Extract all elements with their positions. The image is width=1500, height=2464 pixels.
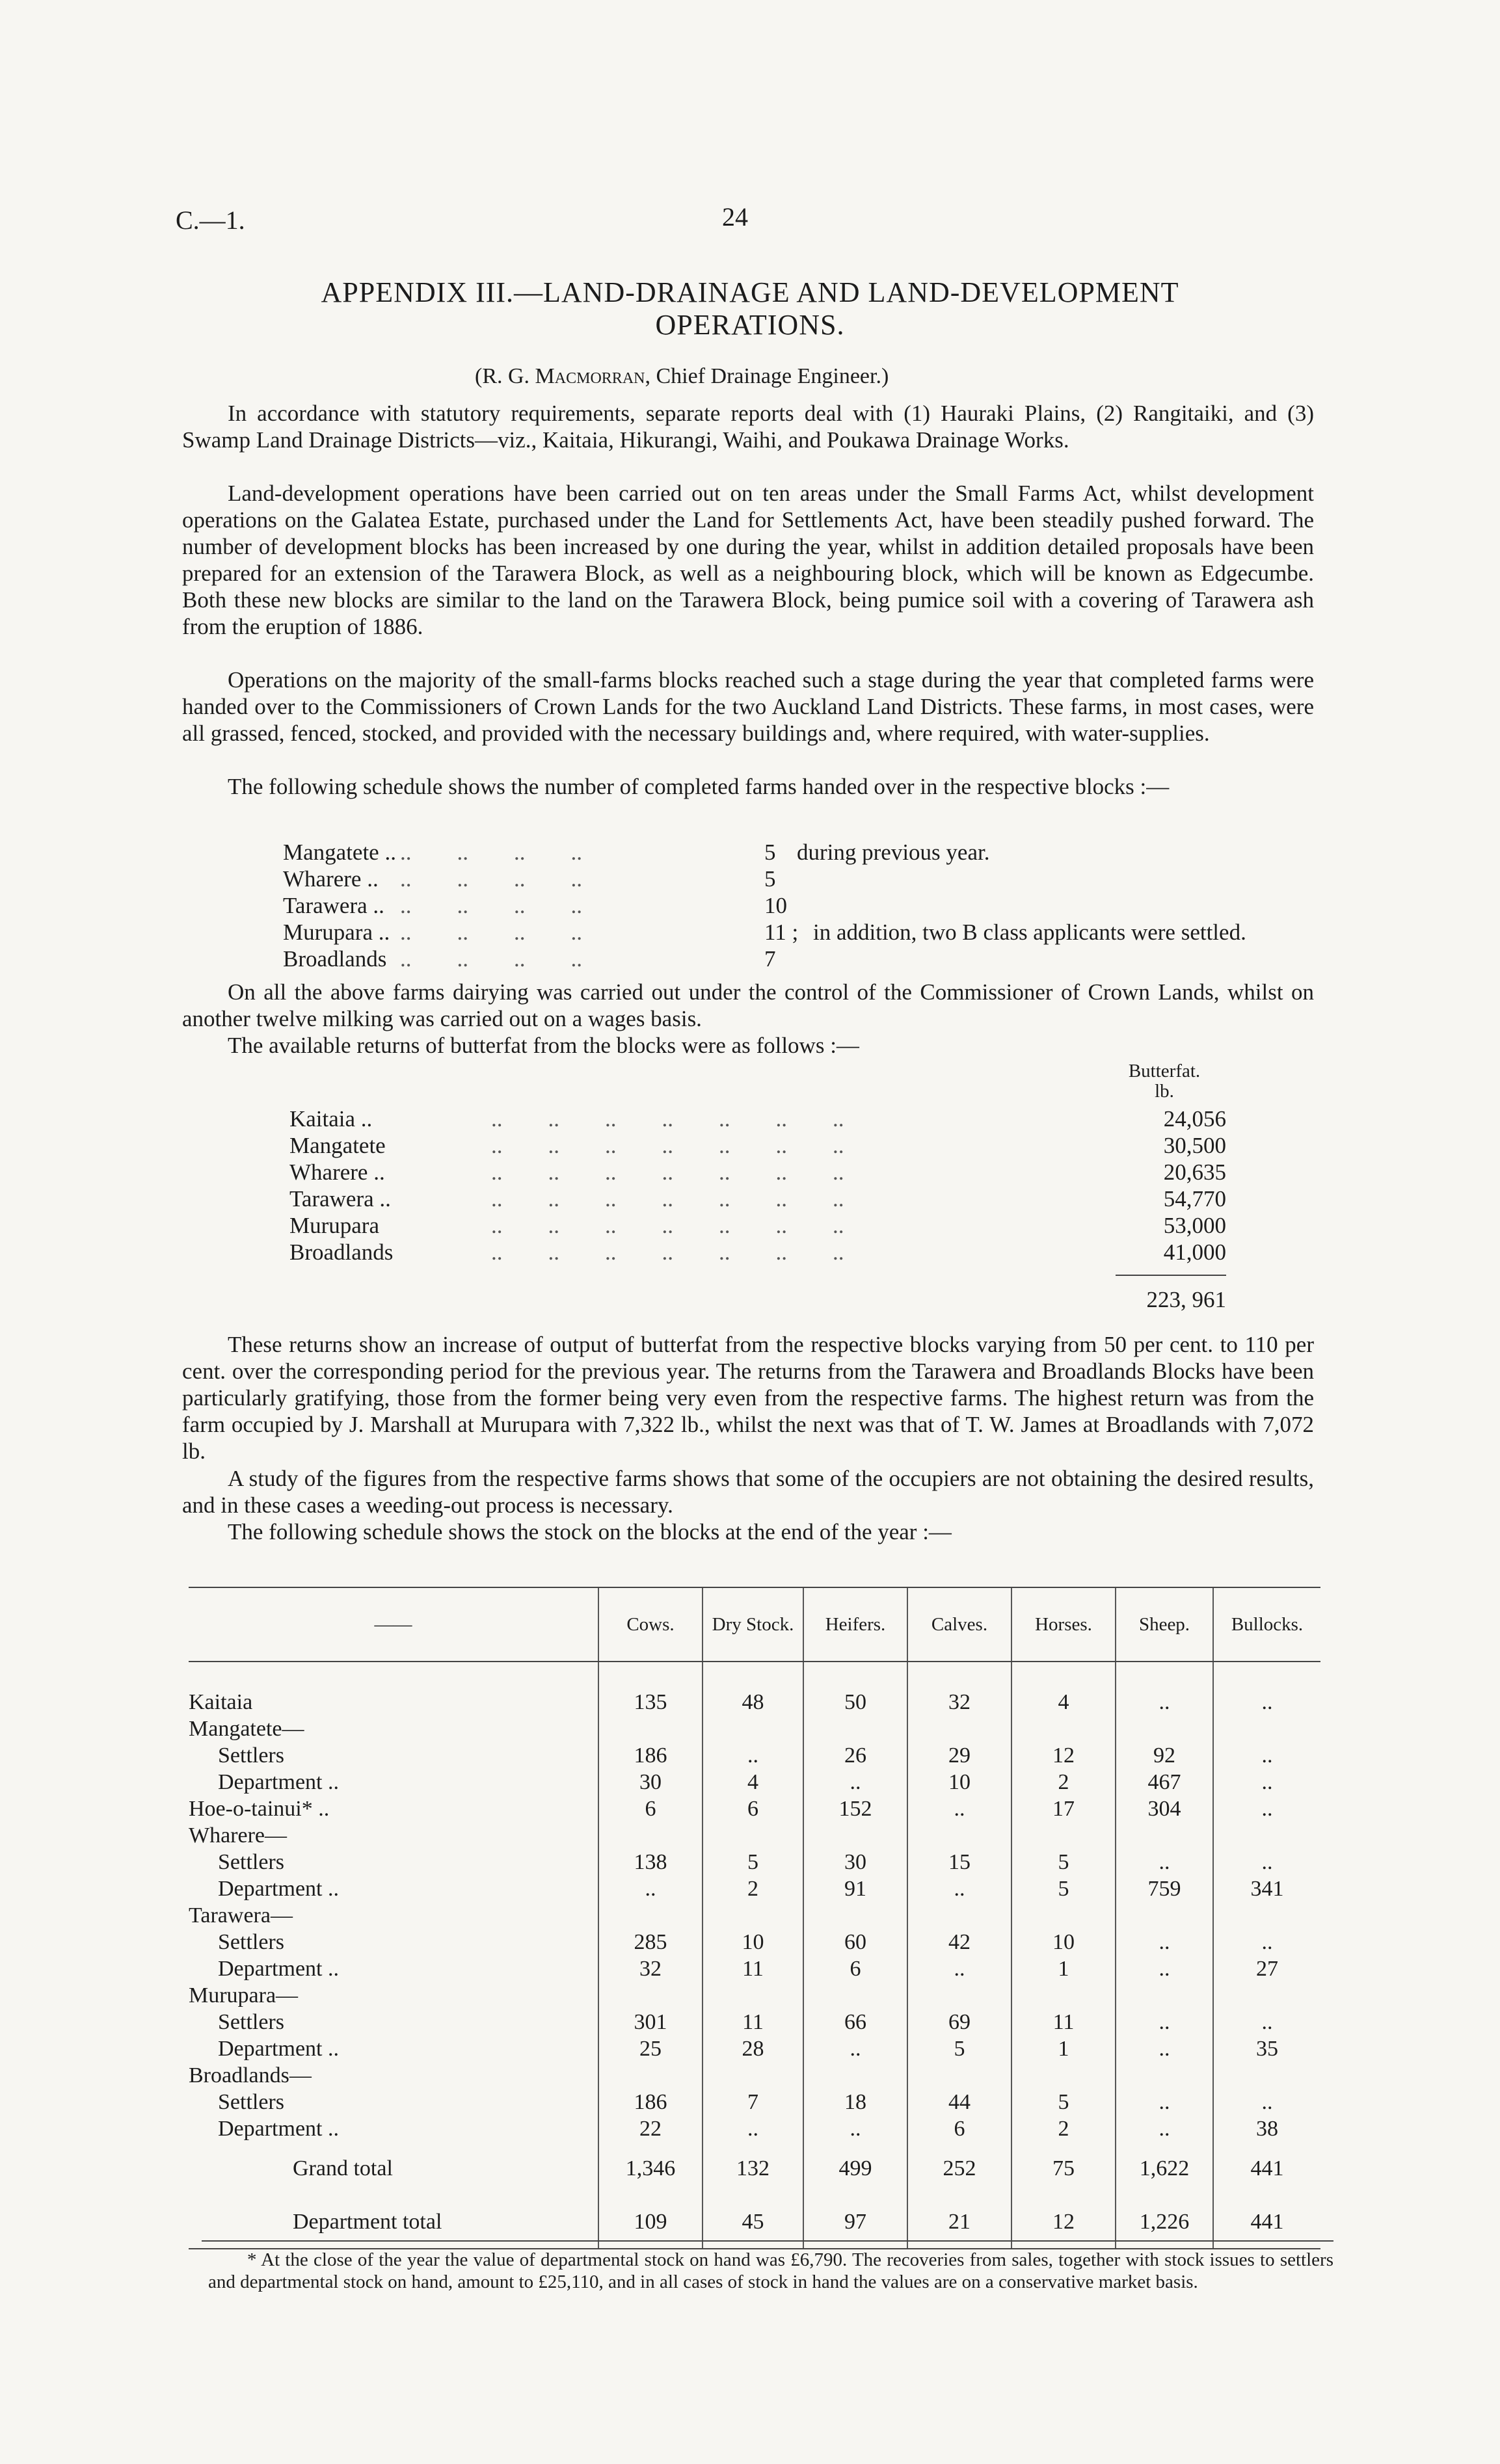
table-row: [189, 1689, 1320, 1716]
table-cell: ..: [1213, 1769, 1320, 1795]
row-label: Murupara—: [189, 1983, 299, 2007]
butterfat-value: 54,770: [1163, 1186, 1226, 1212]
table-cell: 92: [1116, 1742, 1213, 1769]
table-cell: [1213, 1716, 1320, 1742]
total-cell: 441: [1213, 2142, 1320, 2195]
table-cell: 18: [803, 2089, 907, 2115]
table-cell: ..: [703, 2115, 803, 2142]
table-row: [189, 1955, 1320, 1982]
table-cell: ..: [803, 1769, 907, 1795]
table-cell: ..: [803, 2115, 907, 2142]
table-cell: 5: [1011, 1849, 1116, 1875]
table-row: [189, 2035, 1320, 2062]
table-cell: [1213, 1982, 1320, 2009]
row-label: Department ..: [218, 1876, 339, 1901]
table-cell: 11: [703, 2009, 803, 2035]
table-cell: [1011, 1902, 1116, 1929]
table-cell: [598, 2062, 703, 2089]
byline-name: (R. G. Macmorran,: [475, 364, 650, 388]
table-cell: 5: [703, 1849, 803, 1875]
table-cell: 22: [598, 2115, 703, 2142]
list-item: Kaitaia .. .. .. .. .. .. .. .. 24,056: [289, 1106, 1226, 1132]
table-cell: 25: [598, 2035, 703, 2062]
table-cell: [703, 1902, 803, 1929]
butterfat-value: 20,635: [1163, 1159, 1226, 1185]
table-cell: [1213, 2062, 1320, 2089]
butterfat-value: 41,000: [1163, 1239, 1226, 1265]
table-cell: 50: [803, 1689, 907, 1716]
table-cell: ..: [1213, 1795, 1320, 1822]
paragraph-8: A study of the figures from the respective farms shows that some of the occupiers are not obtaining the desired results, and in these cases a weeding-out process is necessary.: [182, 1466, 1314, 1518]
table-cell: ..: [1213, 2009, 1320, 2035]
table-cell: 12: [1011, 1742, 1116, 1769]
table-cell: 5: [1011, 2089, 1116, 2115]
paragraph-7: These returns show an increase of output of butterfat from the respective blocks varying from 50 per cent. to 110 per cent. over the corresponding period for the previous year. The returns from the Tarawera and Broadlands Blocks have been particularly gratifying, those from the former being very even from the respective farms. The highest return was from the farm occupied by J. Marshall at Murupara with 7,322 lb., whilst the next was that of T. W. James at Broadlands with 7,072 lb.: [182, 1332, 1314, 1464]
farm-count: 5: [764, 840, 776, 865]
list-item: Broadlands .. .. .. .. 7: [283, 946, 776, 972]
table-cell: 6: [703, 1795, 803, 1822]
table-cell: 285: [598, 1929, 703, 1955]
table-cell: 10: [1011, 1929, 1116, 1955]
row-label: Settlers: [218, 2089, 284, 2114]
butterfat-value: 24,056: [1163, 1106, 1226, 1132]
butterfat-total: 223, 961: [1146, 1287, 1226, 1312]
table-cell: 301: [598, 2009, 703, 2035]
table-cell: 60: [803, 1929, 907, 1955]
list-item: Wharere .. .. .. .. .. 5: [283, 866, 776, 892]
table-cell: [1116, 1902, 1213, 1929]
table-cell: 2: [1011, 2115, 1116, 2142]
table-cell: ..: [1213, 1849, 1320, 1875]
table-row: [189, 1902, 1320, 1929]
table-cell: 759: [1116, 1875, 1213, 1902]
list-item: Murupara .. .. .. .. .. 11 ; in addition, two B class applicants were settled.: [283, 920, 1246, 945]
table-cell: ..: [1213, 1689, 1320, 1716]
table-cell: 42: [907, 1929, 1011, 1955]
table-cell: [703, 1822, 803, 1849]
butterfat-block: Murupara: [289, 1213, 380, 1238]
table-cell: 66: [803, 2009, 907, 2035]
column-header-blank: ——: [189, 1587, 598, 1662]
table-cell: [803, 1822, 907, 1849]
total-cell: 12: [1011, 2195, 1116, 2249]
table-cell: 38: [1213, 2115, 1320, 2142]
farm-note: in addition, two B class applicants were settled.: [813, 920, 1246, 945]
table-cell: 135: [598, 1689, 703, 1716]
table-cell: 69: [907, 2009, 1011, 2035]
table-cell: ..: [1116, 1929, 1213, 1955]
byline: [475, 364, 889, 389]
table-cell: [803, 2062, 907, 2089]
table-cell: [907, 2062, 1011, 2089]
footnote: * At the close of the year the value of departmental stock on hand was £6,790. The recoveries from sales, together with stock issues to settlers and departmental stock on hand, amount to £25,110, and in all cases of stock in hand the values are on a conservative market basis.: [208, 2249, 1333, 2292]
table-cell: 6: [803, 1955, 907, 1982]
table-row: [189, 2089, 1320, 2115]
column-header-dry-stock: Dry Stock.: [703, 1587, 803, 1662]
table-cell: 6: [907, 2115, 1011, 2142]
row-label: Department ..: [218, 1769, 339, 1794]
table-cell: [803, 1902, 907, 1929]
butterfat-list: [289, 1106, 1226, 1265]
paragraph-5: On all the above farms dairying was carried out under the control of the Commissioner of Crown Lands, whilst on another twelve milking was carried out on a wages basis.: [182, 979, 1314, 1031]
butterfat-header-label: Butterfat.: [1128, 1061, 1201, 1081]
appendix-title: [0, 276, 1500, 341]
table-cell: [803, 1982, 907, 2009]
table-cell: ..: [1213, 2089, 1320, 2115]
paragraph-6: The available returns of butterfat from the blocks were as follows :—: [228, 1033, 859, 1058]
footnote-rule: [202, 2240, 1333, 2242]
table-cell: 32: [907, 1689, 1011, 1716]
table-cell: [703, 1982, 803, 2009]
column-header-cows: Cows.: [598, 1587, 703, 1662]
list-item: Wharere .. .. .. .. .. .. .. .. 20,635: [289, 1159, 1226, 1185]
row-label: Settlers: [218, 1929, 284, 1954]
butterfat-block: Kaitaia ..: [289, 1106, 373, 1132]
column-header-calves: Calves.: [907, 1587, 1011, 1662]
list-item: Tarawera .. .. .. .. .. 10: [283, 893, 787, 918]
table-cell: 138: [598, 1849, 703, 1875]
table-cell: ..: [598, 1875, 703, 1902]
table-cell: ..: [1116, 1689, 1213, 1716]
table-cell: 5: [1011, 1875, 1116, 1902]
column-header-heifers: Heifers.: [803, 1587, 907, 1662]
table-cell: [598, 1902, 703, 1929]
table-cell: ..: [907, 1795, 1011, 1822]
table-cell: 35: [1213, 2035, 1320, 2062]
table-cell: [703, 2062, 803, 2089]
table-cell: [1011, 1822, 1116, 1849]
table-cell: ..: [703, 1742, 803, 1769]
row-label: Settlers: [218, 2009, 284, 2034]
document-code: C.—1.: [176, 205, 245, 235]
table-cell: ..: [1116, 1849, 1213, 1875]
row-label: Kaitaia: [189, 1689, 253, 1714]
total-cell: 109: [598, 2195, 703, 2249]
table-row: [189, 1929, 1320, 1955]
total-cell: 499: [803, 2142, 907, 2195]
list-item: Broadlands .. .. .. .. .. .. .. 41,000: [289, 1239, 1226, 1265]
title-line-2: OPERATIONS.: [655, 309, 845, 341]
table-cell: 15: [907, 1849, 1011, 1875]
total-cell: 45: [703, 2195, 803, 2249]
table-cell: [1116, 1822, 1213, 1849]
table-cell: [1213, 1902, 1320, 1929]
row-label: Department ..: [218, 1956, 339, 1981]
table-cell: 6: [598, 1795, 703, 1822]
farm-note: during previous year.: [797, 840, 990, 865]
table-cell: ..: [907, 1875, 1011, 1902]
table-cell: [803, 1716, 907, 1742]
table-cell: ..: [803, 2035, 907, 2062]
table-cell: 11: [703, 1955, 803, 1982]
total-label: Department total: [189, 2195, 598, 2249]
list-item: Mangatete .. .. .. .. .. .. .. 30,500: [289, 1133, 1226, 1158]
table-header-row: [189, 1587, 1320, 1662]
row-label: Settlers: [218, 1849, 284, 1874]
table-cell: ..: [1116, 2089, 1213, 2115]
butterfat-block: Wharere ..: [289, 1159, 385, 1185]
table-cell: ..: [1116, 2009, 1213, 2035]
table-cell: 152: [803, 1795, 907, 1822]
table-cell: [907, 1982, 1011, 2009]
table-row: [189, 1875, 1320, 1902]
table-cell: [1116, 1716, 1213, 1742]
table-cell: [1116, 1982, 1213, 2009]
farm-block: Wharere ..: [283, 866, 379, 892]
farm-count: 11 ;: [764, 920, 799, 945]
paragraph-3: Operations on the majority of the small-farms blocks reached such a stage during the year that completed farms were handed over to the Commissioners of Crown Lands for the two Auckland Land Districts. These farms, in most cases, were all grassed, fenced, stocked, and provided with the necessary buildings and, where required, with water-supplies.: [182, 667, 1314, 746]
row-label: Hoe-o-tainui* ..: [189, 1796, 330, 1821]
table-cell: 4: [703, 1769, 803, 1795]
butterfat-value: 53,000: [1163, 1213, 1226, 1238]
table-cell: 11: [1011, 2009, 1116, 2035]
paragraph-1: In accordance with statutory requirements, separate reports deal with (1) Hauraki Plains, (2) Rangitaiki, and (3) Swamp Land Drainage Districts—viz., Kaitaia, Hikurangi, Waihi, and Poukawa Drainage Works.: [182, 401, 1314, 453]
table-cell: 4: [1011, 1689, 1116, 1716]
table-row: [189, 1982, 1320, 2009]
table-total-row: [189, 2142, 1320, 2195]
farm-block: Murupara ..: [283, 920, 390, 945]
table-cell: ..: [1213, 1742, 1320, 1769]
table-row: [189, 2115, 1320, 2142]
table-cell: 10: [907, 1769, 1011, 1795]
row-label: Mangatete—: [189, 1716, 304, 1741]
farm-block: Broadlands: [283, 946, 387, 972]
butterfat-block: Tarawera ..: [289, 1186, 391, 1212]
paragraph-9: The following schedule shows the stock on the blocks at the end of the year :—: [228, 1519, 952, 1544]
row-label: Wharere—: [189, 1823, 288, 1848]
table-cell: 467: [1116, 1769, 1213, 1795]
table-cell: [598, 1822, 703, 1849]
table-cell: ..: [907, 1955, 1011, 1982]
row-label: Tarawera—: [189, 1903, 293, 1927]
table-row: [189, 1849, 1320, 1875]
total-cell: 441: [1213, 2195, 1320, 2249]
table-row: [189, 1716, 1320, 1742]
table-cell: ..: [1116, 2115, 1213, 2142]
total-label: Grand total: [293, 2156, 393, 2180]
total-cell: 97: [803, 2195, 907, 2249]
column-header-horses: Horses.: [1011, 1587, 1116, 1662]
byline-role: Chief Drainage Engineer.): [656, 364, 889, 388]
table-cell: 304: [1116, 1795, 1213, 1822]
table-cell: 30: [803, 1849, 907, 1875]
row-label: Broadlands—: [189, 2063, 312, 2087]
page-number: 24: [722, 202, 748, 232]
farm-block: Mangatete ..: [283, 840, 396, 865]
table-row: [189, 1742, 1320, 1769]
list-item: Tarawera .. .. .. .. .. .. .. .. 54,770: [289, 1186, 1226, 1212]
farm-count: 10: [764, 893, 787, 918]
table-cell: [1213, 1822, 1320, 1849]
table-cell: 32: [598, 1955, 703, 1982]
table-cell: 186: [598, 2089, 703, 2115]
butterfat-header-unit: lb.: [1155, 1081, 1174, 1102]
table-cell: 91: [803, 1875, 907, 1902]
table-cell: [598, 1982, 703, 2009]
table-cell: ..: [1116, 2035, 1213, 2062]
table-cell: [907, 1822, 1011, 1849]
paragraph-2: Land-development operations have been carried out on ten areas under the Small Farms Act, whilst development operations on the Galatea Estate, purchased under the Land for Settlements Act, have been steadily pushed forward. The number of development blocks has been increased by one during the year, whilst in addition detailed proposals have been prepared for an extension of the Tarawera Block, as well as a neighbouring block, which will be known as Edgecumbe. Both these new blocks are similar to the land on the Tarawera Block, being pumice soil with a covering of Tarawera ash from the eruption of 1886.: [182, 481, 1314, 639]
stock-table: [189, 1587, 1320, 2249]
farm-count: 5: [764, 866, 776, 892]
table-cell: [907, 1716, 1011, 1742]
table-cell: [703, 1716, 803, 1742]
table-cell: 10: [703, 1929, 803, 1955]
butterfat-header: [1099, 1061, 1229, 1102]
table-row: [189, 1795, 1320, 1822]
butterfat-block: Mangatete: [289, 1133, 386, 1158]
table-cell: [1011, 2062, 1116, 2089]
farm-count: 7: [764, 946, 776, 972]
paragraph-4: The following schedule shows the number of completed farms handed over in the respective blocks :—: [228, 774, 1170, 799]
total-cell: 132: [703, 2142, 803, 2195]
table-cell: 7: [703, 2089, 803, 2115]
total-cell: 1,622: [1116, 2142, 1213, 2195]
total-cell: 21: [907, 2195, 1011, 2249]
total-cell: 252: [907, 2142, 1011, 2195]
table-cell: ..: [1213, 1929, 1320, 1955]
table-cell: [1011, 1716, 1116, 1742]
table-cell: 2: [1011, 1769, 1116, 1795]
farms-list: [283, 839, 1337, 972]
table-cell: 5: [907, 2035, 1011, 2062]
table-cell: 48: [703, 1689, 803, 1716]
title-line-1: APPENDIX III.—LAND-DRAINAGE AND LAND-DEVELOPMENT: [321, 276, 1179, 308]
table-cell: 1: [1011, 2035, 1116, 2062]
table-cell: 30: [598, 1769, 703, 1795]
farm-block: Tarawera ..: [283, 893, 384, 918]
list-item: Murupara .. .. .. .. .. .. .. 53,000: [289, 1213, 1226, 1238]
table-cell: 28: [703, 2035, 803, 2062]
table-cell: 27: [1213, 1955, 1320, 1982]
table-cell: [598, 1716, 703, 1742]
total-cell: 1,226: [1116, 2195, 1213, 2249]
table-cell: ..: [1116, 1955, 1213, 1982]
table-cell: [1011, 1982, 1116, 2009]
column-header-bullocks: Bullocks.: [1213, 1587, 1320, 1662]
column-header-sheep: Sheep.: [1116, 1587, 1213, 1662]
table-row: [189, 1822, 1320, 1849]
total-cell: 1,346: [598, 2142, 703, 2195]
table-cell: [907, 1902, 1011, 1929]
butterfat-total-rule: [1116, 1275, 1226, 1276]
table-cell: 186: [598, 1742, 703, 1769]
total-cell: 75: [1011, 2142, 1116, 2195]
table-cell: 2: [703, 1875, 803, 1902]
table-cell: 29: [907, 1742, 1011, 1769]
butterfat-value: 30,500: [1163, 1133, 1226, 1158]
table-cell: 341: [1213, 1875, 1320, 1902]
table-row: [189, 2062, 1320, 2089]
table-row: [189, 1769, 1320, 1795]
table-cell: 17: [1011, 1795, 1116, 1822]
list-item: Mangatete .. .. .. .. .. 5 during previous year.: [283, 840, 990, 865]
table-cell: [1116, 2062, 1213, 2089]
row-label: Department ..: [218, 2036, 339, 2061]
table-cell: 1: [1011, 1955, 1116, 1982]
table-cell: 44: [907, 2089, 1011, 2115]
table-row: [189, 2009, 1320, 2035]
butterfat-block: Broadlands: [289, 1239, 394, 1265]
row-label: Settlers: [218, 1743, 284, 1768]
table-cell: 26: [803, 1742, 907, 1769]
row-label: Department ..: [218, 2116, 339, 2141]
